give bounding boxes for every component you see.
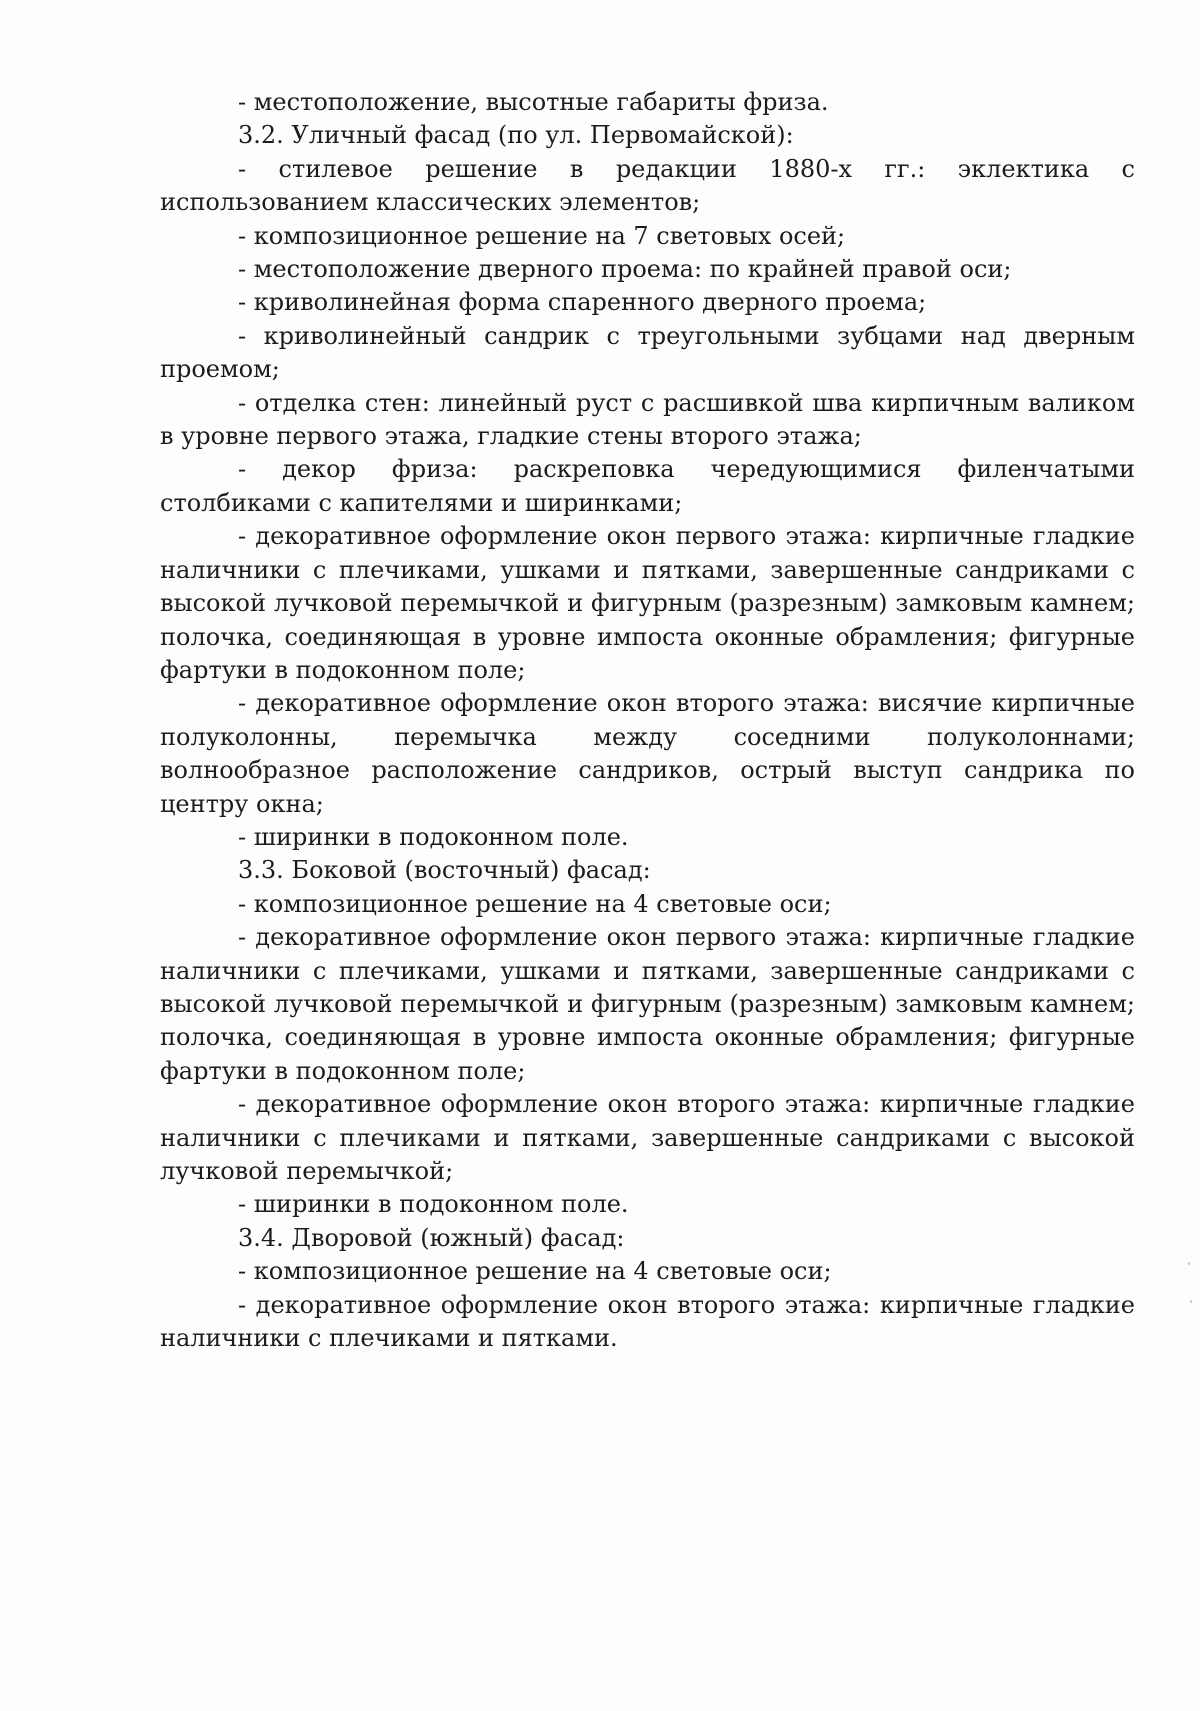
section-heading: 3.3. Боковой (восточный) фасад: bbox=[238, 856, 651, 885]
list-item: - отделка стен: линейный руст с расшивкой шва кирпичным валиком в уровне первого этажа, гладкие стены второго этажа; bbox=[160, 388, 1135, 451]
list-item: - композиционное решение на 4 световые оси; bbox=[238, 889, 832, 918]
list-item: - декоративное оформление окон первого этажа: кирпичные гладкие наличники с плечиками, ушками и пятками, завершенные сандриками с высокой лучковой перемычкой и фигурным (разрезным) замковым камнем; полочка, соединяющая в уровне импоста оконные обрамления; фигурные фартуки в подоконном поле; bbox=[160, 923, 1135, 1085]
scan-speck bbox=[1190, 1300, 1192, 1303]
list-item: - криволинейная форма спаренного дверного проема; bbox=[238, 288, 927, 317]
list-item: - декоративное оформление окон второго этажа: кирпичные гладкие наличники с плечиками и пятками, завершенные сандриками с высокой лучковой перемычкой; bbox=[160, 1090, 1135, 1185]
list-item: - композиционное решение на 4 световые оси; bbox=[238, 1257, 832, 1286]
document-body bbox=[160, 86, 1135, 1355]
list-item: - стилевое решение в редакции 1880-х гг.: эклектика с использованием классических элементов; bbox=[160, 154, 1135, 217]
list-item: - декор фриза: раскреповка чередующимися филенчатыми столбиками с капителями и ширинками; bbox=[160, 455, 1135, 517]
list-item: - декоративное оформление окон второго этажа: висячие кирпичные полуколонны, перемычка между соседними полуколоннами; волнообразное расположение сандриков, острый выступ сандрика по центру окна; bbox=[160, 689, 1135, 818]
list-item: - ширинки в подоконном поле. bbox=[238, 1190, 629, 1219]
list-item: - криволинейный сандрик с треугольными зубцами над дверным проемом; bbox=[160, 321, 1135, 384]
section-heading: 3.2. Уличный фасад (по ул. Первомайской): bbox=[238, 121, 794, 150]
list-item: - местоположение дверного проема: по крайней правой оси; bbox=[238, 255, 1012, 284]
list-item: - декоративное оформление окон второго этажа: кирпичные гладкие наличники с плечиками и пятками. bbox=[160, 1290, 1135, 1353]
list-item: - ширинки в подоконном поле. bbox=[238, 822, 629, 851]
list-item: - композиционное решение на 7 световых осей; bbox=[238, 221, 846, 250]
section-heading: 3.4. Дворовой (южный) фасад: bbox=[238, 1223, 625, 1252]
scan-speck bbox=[1188, 1262, 1190, 1265]
list-item: - декоративное оформление окон первого этажа: кирпичные гладкие наличники с плечиками, ушками и пятками, завершенные сандриками с высокой лучковой перемычкой и фигурным (разрезным) замковым камнем; полочка, соединяющая в уровне импоста оконные обрамления; фигурные фартуки в подоконном поле; bbox=[160, 522, 1135, 684]
list-item: - местоположение, высотные габариты фриза. bbox=[238, 88, 829, 116]
